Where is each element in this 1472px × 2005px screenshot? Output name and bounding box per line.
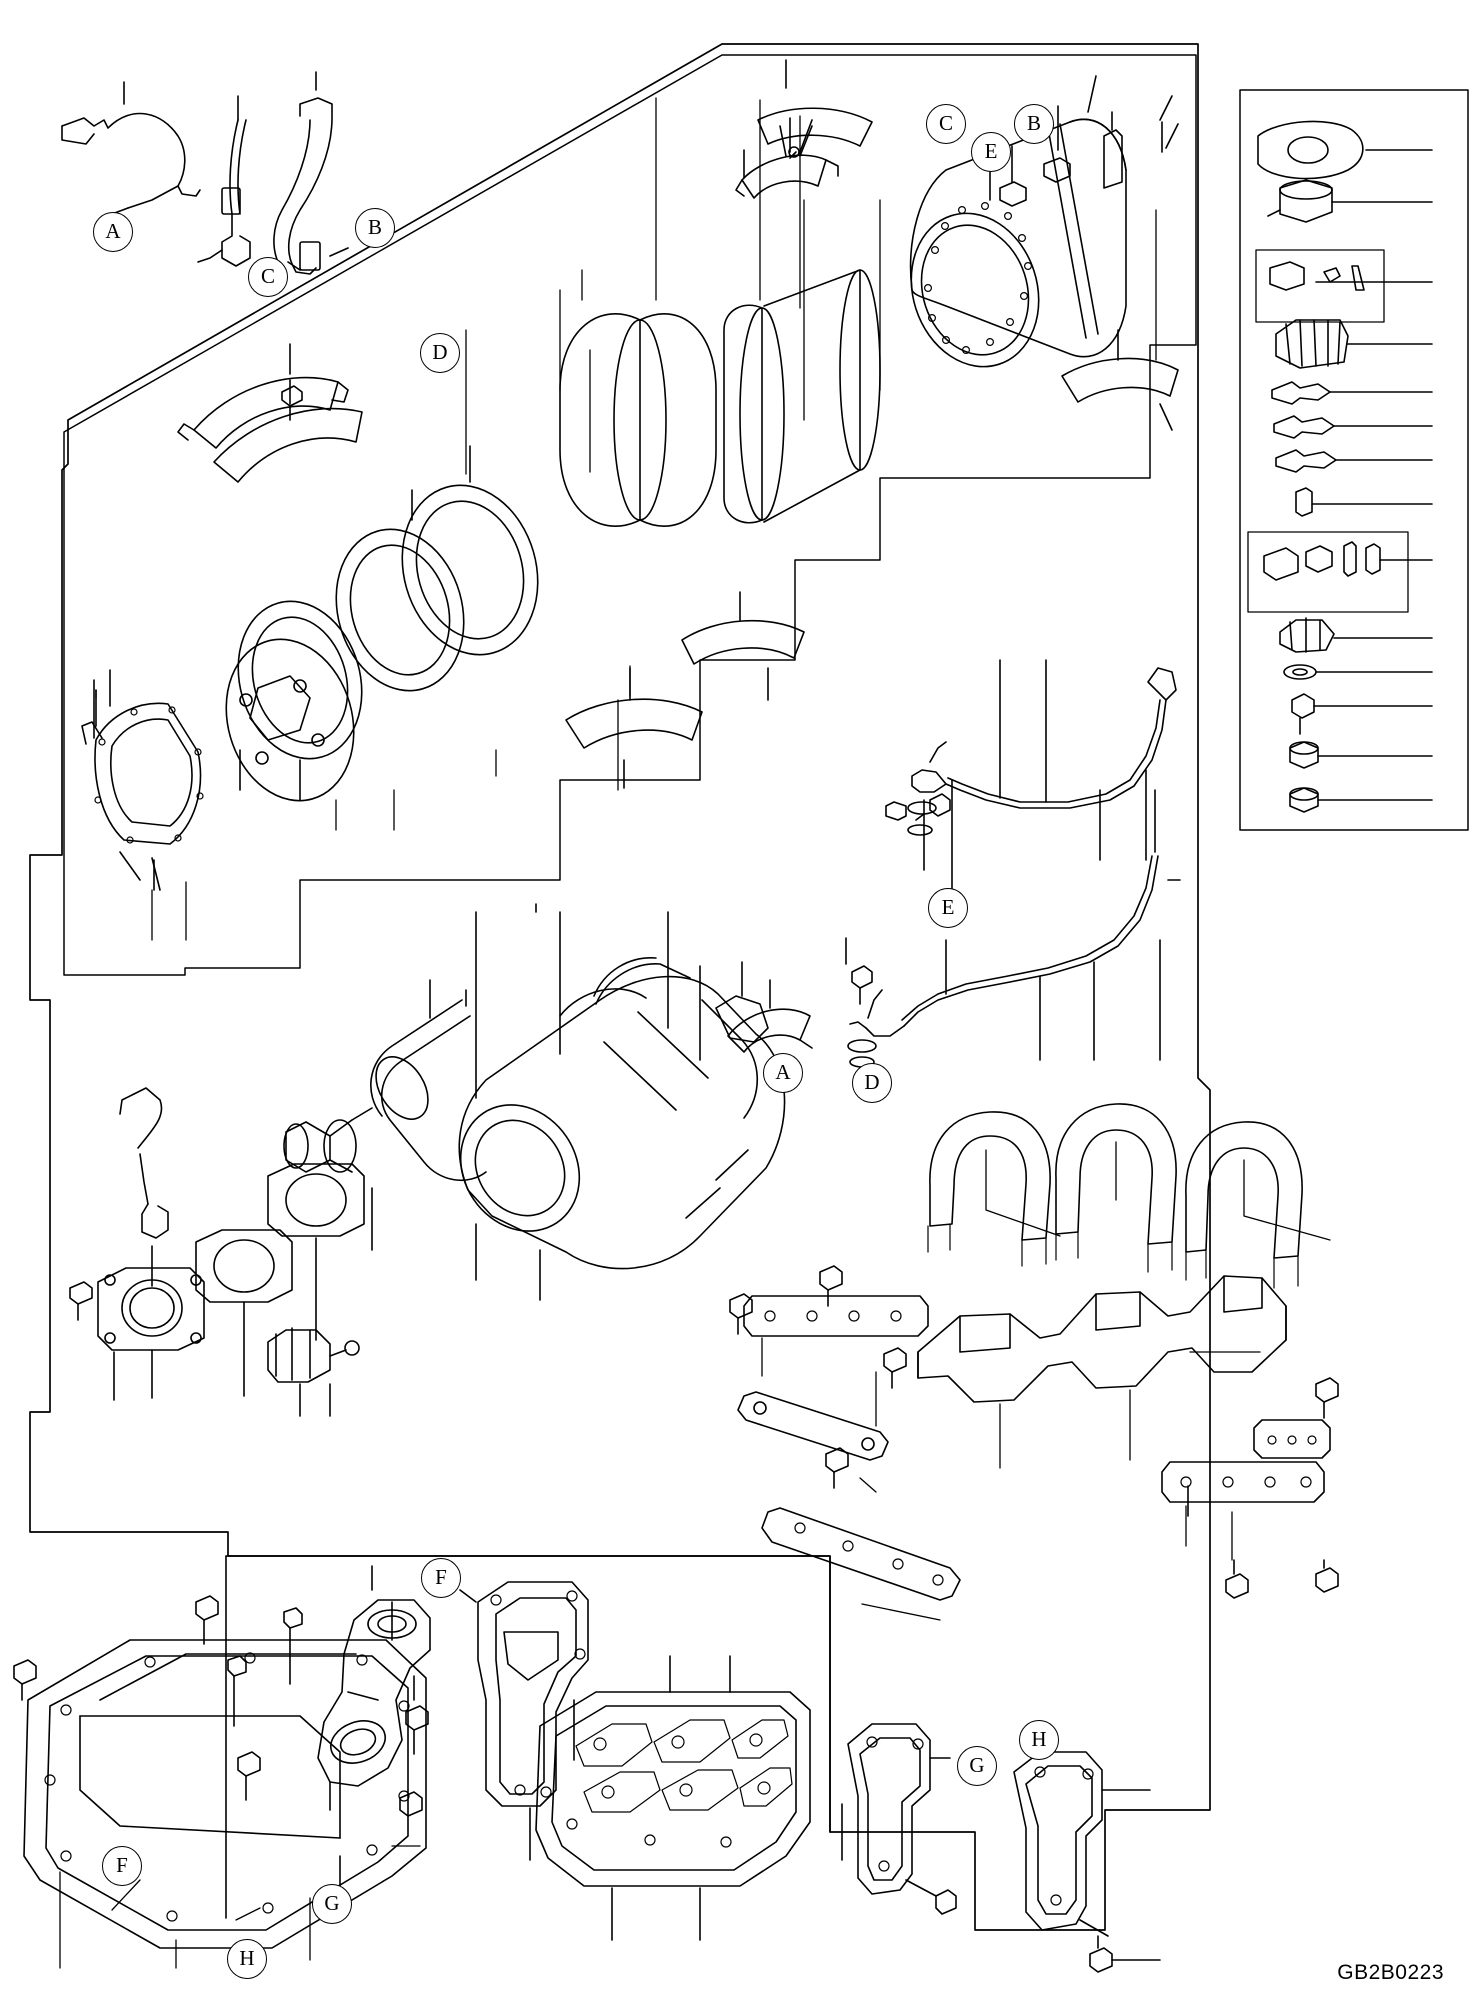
callout-e: E bbox=[971, 132, 1011, 172]
callout-d: D bbox=[420, 333, 460, 373]
callout-d: D bbox=[852, 1063, 892, 1103]
callout-f: F bbox=[102, 1846, 142, 1886]
callout-g: G bbox=[312, 1884, 352, 1924]
callout-g: G bbox=[957, 1746, 997, 1786]
callout-e: E bbox=[928, 888, 968, 928]
callout-a: A bbox=[763, 1053, 803, 1093]
callout-c: C bbox=[248, 257, 288, 297]
callout-c: C bbox=[926, 104, 966, 144]
callout-a: A bbox=[93, 212, 133, 252]
callout-f: F bbox=[421, 1558, 461, 1598]
callout-b: B bbox=[355, 208, 395, 248]
drawing-code: GB2B0223 bbox=[1337, 1961, 1444, 1984]
callout-h: H bbox=[1019, 1720, 1059, 1760]
callout-b: B bbox=[1014, 104, 1054, 144]
callout-h: H bbox=[227, 1939, 267, 1979]
